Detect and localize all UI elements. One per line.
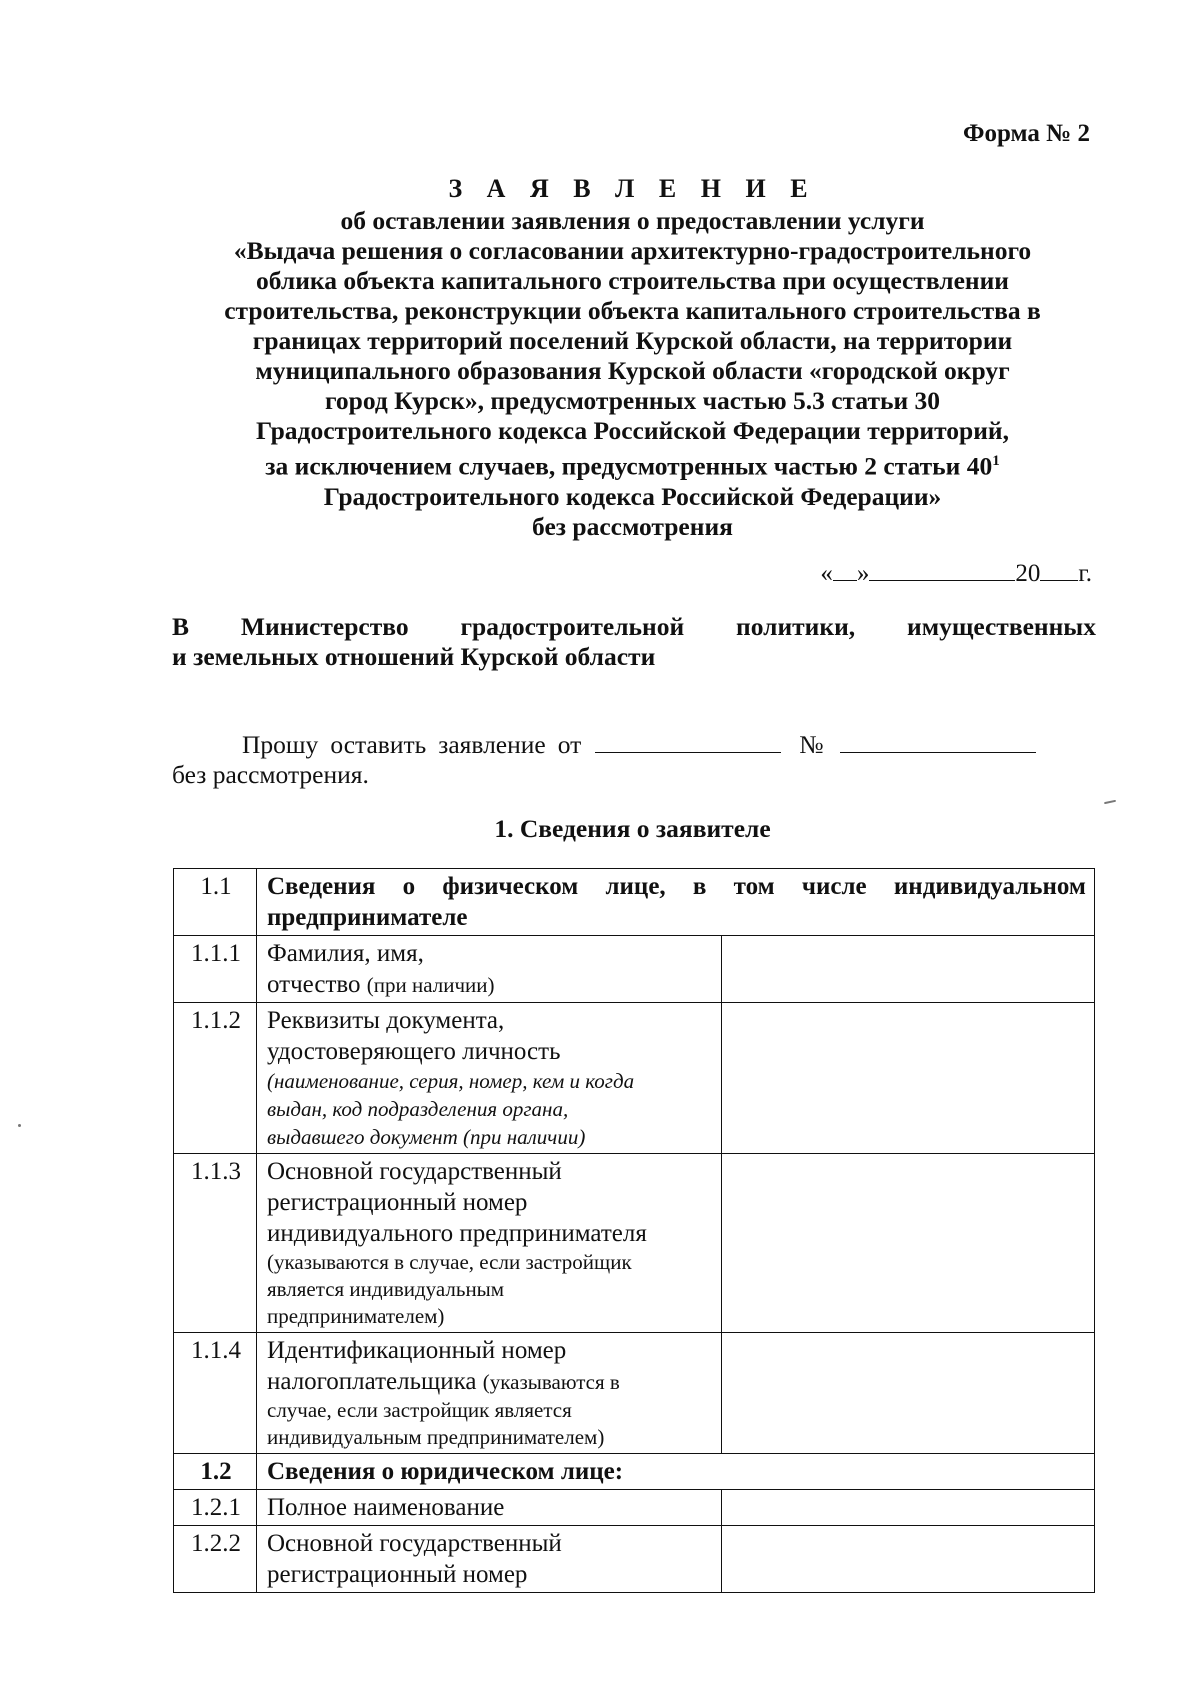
label-text: отчество (267, 971, 361, 998)
subtitle-line: Градостроительного кодекса Российской Федерации территорий, (256, 416, 1009, 445)
day-blank[interactable] (833, 560, 857, 581)
subtitle-line: облика объекта капитального строительства при осуществлении (256, 266, 1009, 295)
label-line: Основной государственный (267, 1158, 562, 1185)
heading-word: физическом (442, 873, 579, 900)
subtitle-line: «Выдача решения о согласовании архитектурно-градостроительного (233, 236, 1032, 265)
full-name-value-cell[interactable] (722, 936, 1095, 1003)
table-row (174, 1333, 1095, 1454)
heading-word: в (692, 873, 707, 900)
field-label (257, 1003, 722, 1154)
subtitle-line: границах территорий поселений Курской области, на территории (252, 326, 1013, 355)
request-word: заявление (438, 730, 546, 759)
date-line (820, 560, 1092, 588)
label-line: удостоверяющего личность (267, 1038, 561, 1065)
request-line-1 (172, 730, 1096, 760)
label-note: (указываются в случае, если застройщик (267, 1250, 632, 1274)
label-line: регистрационный номер (267, 1561, 528, 1588)
table-row (174, 869, 1095, 936)
field-label (257, 1333, 722, 1454)
section-heading-cell (257, 869, 1095, 936)
label-line: Фамилия, имя, (267, 940, 424, 967)
article-superscript: 1 (992, 453, 1000, 469)
year-prefix: 20 (1015, 560, 1041, 587)
label-note: случае, если застройщик является (267, 1398, 572, 1422)
subtitle-line: Градостроительного кодекса Российской Федерации» (323, 481, 942, 511)
table-row (174, 1003, 1095, 1154)
heading-word: числе (801, 873, 867, 900)
table-row (174, 1454, 1095, 1490)
addressee-word: В (172, 612, 190, 641)
field-label (257, 1526, 722, 1593)
row-number: 1.1.1 (174, 936, 257, 1003)
section-title: 1. Сведения о заявителе (494, 814, 771, 843)
year-blank[interactable] (1040, 560, 1078, 581)
label-line: регистрационный номер (267, 1189, 528, 1216)
document-subtitle (160, 206, 1105, 542)
addressee-word: имущественных (907, 612, 1096, 641)
label-note: (при наличии) (366, 973, 495, 997)
label-note: предпринимателем) (267, 1304, 445, 1328)
subtitle-line: строительства, реконструкции объекта капитального строительства в (224, 296, 1041, 325)
month-blank[interactable] (869, 560, 1015, 581)
row-number: 1.1.4 (174, 1333, 257, 1454)
form-number: Форма № 2 (963, 120, 1090, 147)
subtitle-line: без рассмотрения (532, 511, 733, 541)
subtitle-line: об оставлении заявления о предоставлении услуги (340, 206, 925, 235)
heading-word: лице, (605, 873, 666, 900)
addressee-word: политики, (736, 612, 856, 641)
label-line (267, 1366, 713, 1397)
label-line: Идентификационный номер (267, 1337, 567, 1364)
field-label (257, 1154, 722, 1333)
table-row (174, 1490, 1095, 1526)
ogrn-value-cell[interactable] (722, 1526, 1095, 1593)
request-paragraph (172, 730, 1096, 790)
subtitle-line-text: за исключением случаев, предусмотренных частью 2 статьи 40 (265, 451, 993, 481)
addressee-line-1 (172, 612, 1096, 642)
label-note: индивидуальным предпринимателем) (267, 1425, 605, 1449)
scan-speck (18, 1124, 21, 1127)
number-sign: № (799, 730, 824, 759)
ogrnip-value-cell[interactable] (722, 1154, 1095, 1333)
subtitle-line (160, 446, 1105, 482)
heading-word: индивидуальном (893, 873, 1086, 900)
row-number: 1.2 (174, 1454, 257, 1490)
request-word: Прошу (242, 730, 319, 759)
heading-word: Сведения (267, 873, 376, 900)
request-word: оставить (330, 730, 427, 759)
section-heading-line: предпринимателе (267, 904, 468, 931)
row-number: 1.2.2 (174, 1526, 257, 1593)
label-note: выдавшего документ (при наличии) (267, 1125, 586, 1149)
addressee-word: Министерство (240, 612, 409, 641)
inn-value-cell[interactable] (722, 1333, 1095, 1454)
label-note: выдан, код подразделения органа, (267, 1097, 569, 1121)
subtitle-line: муниципального образования Курской области «городской округ (255, 356, 1010, 385)
label-line (267, 969, 713, 1000)
label-note: (наименование, серия, номер, кем и когда (267, 1069, 635, 1093)
field-label (257, 936, 722, 1003)
row-number: 1.1.2 (174, 1003, 257, 1154)
label-note: является индивидуальным (267, 1277, 505, 1301)
row-number: 1.2.1 (174, 1490, 257, 1526)
request-word: от (557, 730, 582, 759)
applicant-info-table (173, 868, 1095, 1593)
table-row (174, 1526, 1095, 1593)
row-number: 1.1.3 (174, 1154, 257, 1333)
identity-document-value-cell[interactable] (722, 1003, 1095, 1154)
table-row (174, 1154, 1095, 1333)
addressee-line-2: и земельных отношений Курской области (172, 642, 656, 671)
field-label: Полное наименование (257, 1490, 722, 1526)
label-line: Реквизиты документа, (267, 1007, 505, 1034)
label-note: (указываются в (482, 1370, 620, 1394)
heading-word: том (733, 873, 775, 900)
scan-speck (1104, 800, 1116, 804)
application-number-blank[interactable] (840, 730, 1036, 753)
addressee-word: градостроительной (460, 612, 685, 641)
date-close-quote: » (856, 560, 870, 587)
section-heading-cell: Сведения о юридическом лице: (257, 1454, 1095, 1490)
label-line: Основной государственный (267, 1530, 562, 1557)
table-row (174, 936, 1095, 1003)
heading-word: о (402, 873, 416, 900)
addressee (172, 612, 1096, 672)
request-line-2: без рассмотрения. (172, 760, 369, 789)
full-company-name-value-cell[interactable] (722, 1490, 1095, 1526)
year-suffix: г. (1078, 560, 1092, 587)
subtitle-line: город Курск», предусмотренных частью 5.3 статьи 30 (324, 386, 941, 415)
application-date-blank[interactable] (595, 730, 781, 753)
label-line: индивидуального предпринимателя (267, 1220, 647, 1247)
date-open-quote: « (820, 560, 833, 587)
row-number: 1.1 (174, 869, 257, 936)
section-heading-line (267, 871, 1086, 902)
document-title: З А Я В Л Е Н И Е (448, 174, 817, 203)
label-text: налогоплательщика (267, 1368, 477, 1395)
